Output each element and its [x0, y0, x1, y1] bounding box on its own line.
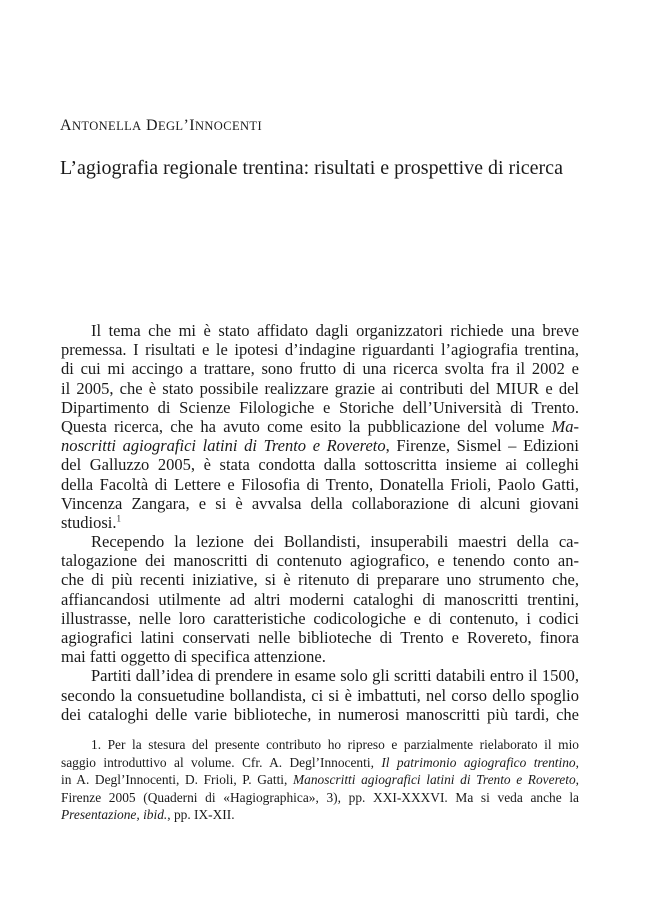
body-line: Il tema che mi è stato affidato dagli organizzatori richiede una breve	[91, 321, 579, 340]
body-line: Partiti dall’idea di prendere in esame solo gli scritti databili entro il 1500,	[91, 666, 579, 686]
footnote-line: in A. Degl’Innocenti, D. Frioli, P. Gatti, Manoscritti agiografici latini di Trento e Rovereto,	[61, 772, 579, 787]
body-line: Dipartimento di Scienze Filologiche e Storiche dell’Università di Trento.	[61, 397, 579, 417]
article-title: L’agiografia regionale trentina: risultati e prospettive di ricerca	[60, 157, 563, 179]
body-line: studiosi.$^1$	[61, 512, 121, 532]
body-line: talogazione dei manoscritti di contenuto agiografico, e tenendo conto an-	[61, 551, 579, 571]
body-line: illustrasse, nelle loro caratteristiche codicologiche e di contenuto, i codici	[61, 608, 579, 628]
footnote	[61, 736, 579, 824]
body-line: mai fatti oggetto di specifica attenzione.	[61, 647, 326, 667]
body-line: secondo la consuetudine bollandista, ci si è imbattuti, nel corso dello spoglio	[61, 685, 579, 705]
body-line: noscritti agiografici latini di Trento e Rovereto, Firenze, Sismel – Edizioni	[61, 436, 579, 456]
footnote-line: Firenze 2005 (Quaderni di «Hagiographica», 3), pp. XXI-XXXVI. Ma si veda anche la	[61, 789, 579, 805]
footnote-ref: 1	[116, 513, 121, 524]
body-line: di cui mi accingo a trattare, sono frutto di una ricerca svolta fra il 2002 e	[61, 359, 579, 379]
body-line: affiancandosi utilmente ad altri moderni cataloghi di manoscritti trentini,	[61, 589, 579, 609]
body-line: Questa ricerca, che ha avuto come esito la pubblicazione del volume Ma-	[61, 416, 579, 436]
body-text	[61, 321, 579, 724]
body-line: che di più recenti iniziative, si è ritenuto di preparare uno strumento che,	[61, 570, 579, 590]
footnote-line: Presentazione, ibid., pp. IX-XII.	[61, 807, 235, 822]
body-line: agiografici latini conservati nelle biblioteche di Trento e Rovereto, finora	[61, 628, 579, 647]
body-line: della Facoltà di Lettere e Filosofia di Trento, Donatella Frioli, Paolo Gatti,	[61, 474, 579, 494]
body-line: il 2005, che è stato possibile realizzare grazie ai contributi del MIUR e del	[61, 378, 579, 398]
body-line: del Galluzzo 2005, è stata condotta dalla sottoscritta insieme ai colleghi	[61, 455, 579, 475]
footnote-line: saggio introduttivo al volume. Cfr. A. Degl’Innocenti, Il patrimonio agiografico trentino,	[61, 754, 579, 770]
body-line: dei cataloghi delle varie biblioteche, in numerosi manoscritti più tardi, che	[61, 704, 579, 724]
body-line: Recependo la lezione dei Bollandisti, insuperabili maestri della ca-	[91, 532, 579, 552]
body-line: premessa. I risultati e le ipotesi d’indagine riguardanti l’agiografia trentina,	[61, 340, 579, 360]
body-line: Vincenza Zangara, e si è avvalsa della collaborazione di alcuni giovani	[61, 493, 579, 513]
author-name: ANTONELLA DEGL’INNOCENTI	[60, 117, 263, 134]
footnote-line: 1. Per la stesura del presente contributo ho ripreso e parzialmente rielaborato il mio	[91, 737, 579, 752]
